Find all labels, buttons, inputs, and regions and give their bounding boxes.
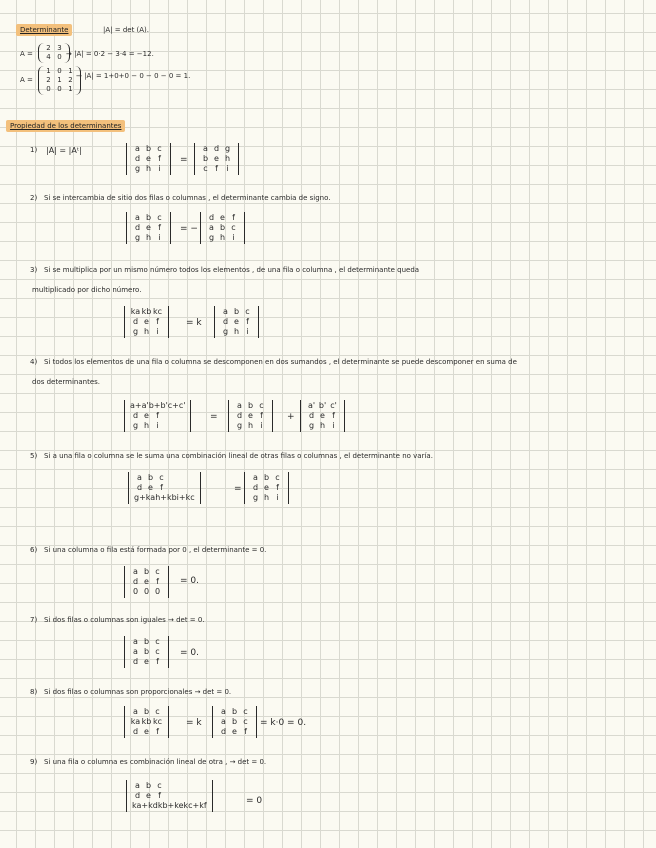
matrix-cell: 1 [68,67,73,75]
matrix-cell: a [223,307,228,316]
matrix-row [132,164,165,174]
matrix-row [132,791,207,801]
matrix-cell: a+a' [130,401,149,410]
matrix-row [250,483,283,493]
matrix-cell: i [156,327,159,336]
matrix-cell: 0 [46,85,51,93]
p4-num: 4) [30,358,38,366]
p7-num: 7) [30,616,38,624]
matrix-cell: d [132,317,139,326]
matrix-cell: kc+kf [183,801,207,810]
matrix-cell: g [132,327,139,336]
matrix-row [130,707,163,717]
matrix-row [234,401,267,411]
title-formula: |A| = det (A). [103,26,150,34]
matrix-row [220,307,253,317]
matrix-cell: a [209,223,214,232]
matrix-cell: d [252,483,259,492]
matrix-cell: f [215,164,218,173]
matrix-row [43,67,76,76]
matrix-cell: h [143,421,150,430]
matrix-row [250,473,283,483]
matrix-cell: b [143,647,150,656]
matrix-cell: a [133,567,138,576]
matrix-cell: b [233,307,240,316]
matrix-row [130,307,163,317]
matrix-row [220,327,253,337]
matrix-row [43,53,65,62]
ex2-label: A = [20,76,33,84]
matrix-cell: f [158,154,161,163]
matrix-cell: e [264,483,269,492]
matrix-cell: 2 [68,76,73,84]
matrix-row [132,213,165,223]
p3-operator: = k [186,318,202,328]
matrix-cell: d [136,483,143,492]
matrix-row [200,144,233,154]
p5-num: 5) [30,452,38,460]
matrix-cell: f [332,411,335,420]
matrix-cell: i [246,327,249,336]
matrix-cell: b [202,154,209,163]
matrix-cell: d [236,411,243,420]
p6-num: 6) [30,546,38,554]
matrix-cell: h+kb [155,493,177,502]
matrix-cell: a [253,473,258,482]
matrix-cell: a [133,637,138,646]
p6-operator: = 0. [180,576,199,586]
p5-operator: = [234,484,242,494]
p1-matrix-right [194,143,239,175]
matrix-cell: kc [152,717,163,726]
matrix-row [130,327,163,337]
matrix-cell: g [252,493,259,502]
matrix-cell: e [144,411,149,420]
matrix-row [130,401,185,411]
matrix-cell: g [132,421,139,430]
matrix-cell: kb+ke [157,801,184,810]
p5-matrix-right [244,472,289,504]
matrix-row [132,154,165,164]
matrix-cell: e [320,411,325,420]
matrix-cell: c [245,307,250,316]
matrix-cell: f [156,317,159,326]
matrix-cell: f [232,213,235,222]
matrix-row [130,587,163,597]
matrix-cell: b [145,213,152,222]
matrix-cell: c [157,213,162,222]
matrix-cell: g [134,164,141,173]
matrix-cell: e [144,727,149,736]
matrix-cell: 0 [57,85,62,93]
matrix-cell: f [156,657,159,666]
matrix-cell: kb [141,307,152,316]
matrix-cell: f [156,411,159,420]
p1-operator: = [180,155,188,165]
matrix-cell: g [134,233,141,242]
matrix-cell: c [157,144,162,153]
matrix-cell: f [246,317,249,326]
matrix-cell: h [224,154,231,163]
matrix-cell: i+kc [176,493,195,502]
matrix-row [130,317,163,327]
p1-num: 1) [30,146,38,154]
ex1-label: A = [20,50,33,58]
matrix-cell: ka [130,717,141,726]
matrix-cell: 2 [46,44,51,52]
matrix-cell: 1 [68,85,73,93]
ex1-text: → |A| = 0·2 − 3·4 = −12. [66,50,154,58]
matrix-cell: a [237,401,242,410]
matrix-row [200,154,233,164]
matrix-row [132,144,165,154]
matrix-cell: 0 [57,53,62,61]
matrix-cell: g [224,144,231,153]
matrix-cell: d [308,411,315,420]
matrix-cell: f [276,483,279,492]
matrix-cell: c [259,401,264,410]
matrix-cell: e [232,727,237,736]
matrix-cell: 0 [154,587,161,596]
matrix-row [130,577,163,587]
ex2-text: → |A| = 1+0+0 − 0 − 0 − 0 = 1. [76,72,191,80]
matrix-cell: i [158,233,161,242]
matrix-row [132,223,165,233]
matrix-cell: b [231,717,238,726]
p8-result: = k·0 = 0. [260,718,307,728]
p8-text: Si dos filas o columnas son proporcionales → det = 0. [44,688,232,696]
matrix-cell: d [222,317,229,326]
matrix-cell: f [260,411,263,420]
p6-matrix [124,566,169,598]
p7-text: Si dos filas o columnas son iguales → det = 0. [44,616,205,624]
matrix-row [130,727,163,737]
matrix-cell: c [231,223,236,232]
matrix-cell: d [132,727,139,736]
matrix-cell: 3 [57,44,62,52]
matrix-cell: a [133,647,138,656]
matrix-row [218,707,251,717]
p9-text: Si una fila o columna es combinación lineal de otra , → det = 0. [44,758,267,766]
p8-operator: = k [186,718,202,728]
matrix-cell: 2 [46,76,51,84]
matrix-cell: d [132,657,139,666]
matrix-cell: e [146,791,151,800]
matrix-cell: e [146,223,151,232]
p2-matrix-right [200,212,245,244]
matrix-cell: h [319,421,326,430]
matrix-cell: d [208,213,215,222]
matrix-cell: a [135,781,140,790]
matrix-cell: d [134,791,141,800]
matrix-row [130,717,163,727]
matrix-row [206,213,239,223]
matrix-row [134,493,195,503]
matrix-row [306,411,339,421]
p5-matrix-left [128,472,201,504]
matrix-row [130,567,163,577]
matrix-cell: b+b' [148,401,168,410]
matrix-cell: b [145,144,152,153]
matrix-row [130,657,163,667]
matrix-cell: f [156,577,159,586]
matrix-cell: c [155,647,160,656]
matrix-row [132,233,165,243]
matrix-cell: g [222,327,229,336]
matrix-row [130,647,163,657]
matrix-cell: i [158,164,161,173]
matrix-cell: b [263,473,270,482]
matrix-cell: b [143,707,150,716]
p5-text: Si a una fila o columna se le suma una combinación lineal de otras filas o columnas , el determinante no varía. [44,452,433,460]
matrix-cell: a [221,717,226,726]
matrix-cell: g [308,421,315,430]
matrix-row [234,411,267,421]
matrix-cell: i [226,164,229,173]
matrix-cell: b [147,473,154,482]
matrix-cell: b [145,781,152,790]
p6-text: Si una columna o fila está formada por 0 , el determinante = 0. [44,546,267,554]
p8-matrix-left [124,706,169,738]
matrix-cell: c+c' [167,401,186,410]
matrix-cell: i [260,421,263,430]
matrix-cell: c [155,707,160,716]
matrix-row [220,317,253,327]
matrix-row [250,493,283,503]
matrix-cell: d [132,411,139,420]
matrix-cell: c [275,473,280,482]
matrix-cell: ka+kd [132,801,158,810]
matrix-row [43,76,76,85]
matrix-cell: h [233,327,240,336]
matrix-cell: b [231,707,238,716]
matrix-cell: h [143,327,150,336]
matrix-row [200,164,233,174]
matrix-cell: i [156,421,159,430]
p3-matrix-left [124,306,169,338]
matrix-row [132,781,207,791]
matrix-cell: e [148,483,153,492]
matrix-row [134,483,195,493]
matrix-cell: 4 [46,53,51,61]
p2-matrix-left [126,212,171,244]
p4-text-cont: dos determinantes. [32,378,101,386]
matrix-cell: f [158,223,161,232]
matrix-cell: b' [318,401,327,410]
p4-operator-plus: + [287,412,295,422]
p2-num: 2) [30,194,38,202]
p8-num: 8) [30,688,38,696]
p1-matrix-left [126,143,171,175]
p3-text-cont: multiplicado por dicho número. [32,286,142,294]
matrix-cell: e [248,411,253,420]
p3-num: 3) [30,266,38,274]
matrix-row [130,411,185,421]
matrix-cell: e [220,213,225,222]
p1-text: |A| = |Aᵗ| [46,146,82,155]
p2-operator: = − [180,224,198,234]
p4-operator: = [210,412,218,422]
matrix-cell: f [158,791,161,800]
matrix-row [132,801,207,811]
matrix-cell: f [156,727,159,736]
matrix-cell: d [134,223,141,232]
matrix-cell: d [213,144,220,153]
p3-matrix-right [214,306,259,338]
matrix-cell: c [157,781,162,790]
matrix-cell: c [155,637,160,646]
p7-operator: = 0. [180,648,199,658]
matrix-cell: e [234,317,239,326]
matrix-cell: i [276,493,279,502]
matrix-cell: b [247,401,254,410]
matrix-cell: 1 [46,67,51,75]
p9-num: 9) [30,758,38,766]
matrix-cell: c [243,707,248,716]
matrix-cell: a [133,707,138,716]
matrix-row [234,421,267,431]
matrix-row [43,85,76,94]
matrix-cell: 0 [57,67,62,75]
matrix-cell: i [232,233,235,242]
p2-text: Si se intercambia de sitio dos filas o columnas , el determinante cambia de signo. [44,194,331,202]
matrix-cell: g+ka [134,493,156,502]
section-title: Propiedad de los determinantes [6,120,125,132]
matrix-cell: e [146,154,151,163]
matrix-cell: c [243,717,248,726]
matrix-row [206,223,239,233]
matrix-cell: a [203,144,208,153]
matrix-cell: g [236,421,243,430]
matrix-cell: e [144,317,149,326]
p4-matrix-mid [228,400,273,432]
matrix-cell: d [220,727,227,736]
matrix-row [218,727,251,737]
title-highlight: Determinante [16,24,72,36]
matrix-cell: h [219,233,226,242]
matrix-cell: h [145,164,152,173]
matrix-row [206,233,239,243]
matrix-cell: h [263,493,270,502]
ex2-matrix [38,66,81,95]
p8-matrix-right [212,706,257,738]
matrix-cell: b [219,223,226,232]
matrix-cell: ka [130,307,141,316]
p9-matrix [126,780,213,812]
matrix-cell: a [135,144,140,153]
matrix-row [134,473,195,483]
p3-text: Si se multiplica por un mismo número todos los elementos , de una fila o columna , el determinante queda [44,266,420,274]
matrix-cell: b [143,567,150,576]
matrix-cell: h [145,233,152,242]
p4-matrix-right [300,400,345,432]
matrix-cell: c [159,473,164,482]
matrix-row [130,421,185,431]
matrix-cell: a' [307,401,316,410]
matrix-row [306,401,339,411]
matrix-cell: f [244,727,247,736]
matrix-cell: i [332,421,335,430]
matrix-cell: c [155,567,160,576]
matrix-cell: 0 [143,587,150,596]
matrix-cell: e [144,577,149,586]
matrix-cell: kb [141,717,152,726]
matrix-cell: d [132,577,139,586]
matrix-cell: 0 [132,587,139,596]
matrix-cell: e [214,154,219,163]
matrix-cell: a [221,707,226,716]
matrix-cell: f [160,483,163,492]
matrix-row [306,421,339,431]
matrix-cell: 1 [57,76,62,84]
p4-text: Si todos los elementos de una fila o columna se descomponen en dos sumandos , el determinante se puede descomponer en suma de [44,358,517,366]
matrix-cell: a [135,213,140,222]
p7-matrix [124,636,169,668]
matrix-row [218,717,251,727]
matrix-row [130,637,163,647]
p9-operator: = 0 [246,796,263,806]
matrix-cell: c' [330,401,337,410]
matrix-cell: d [134,154,141,163]
matrix-cell: a [137,473,142,482]
matrix-cell: h [247,421,254,430]
matrix-cell: kc [152,307,163,316]
matrix-cell: g [208,233,215,242]
matrix-cell: e [144,657,149,666]
matrix-cell: b [143,637,150,646]
p4-matrix-left [124,400,191,432]
matrix-cell: c [203,164,208,173]
matrix-row [43,44,65,53]
